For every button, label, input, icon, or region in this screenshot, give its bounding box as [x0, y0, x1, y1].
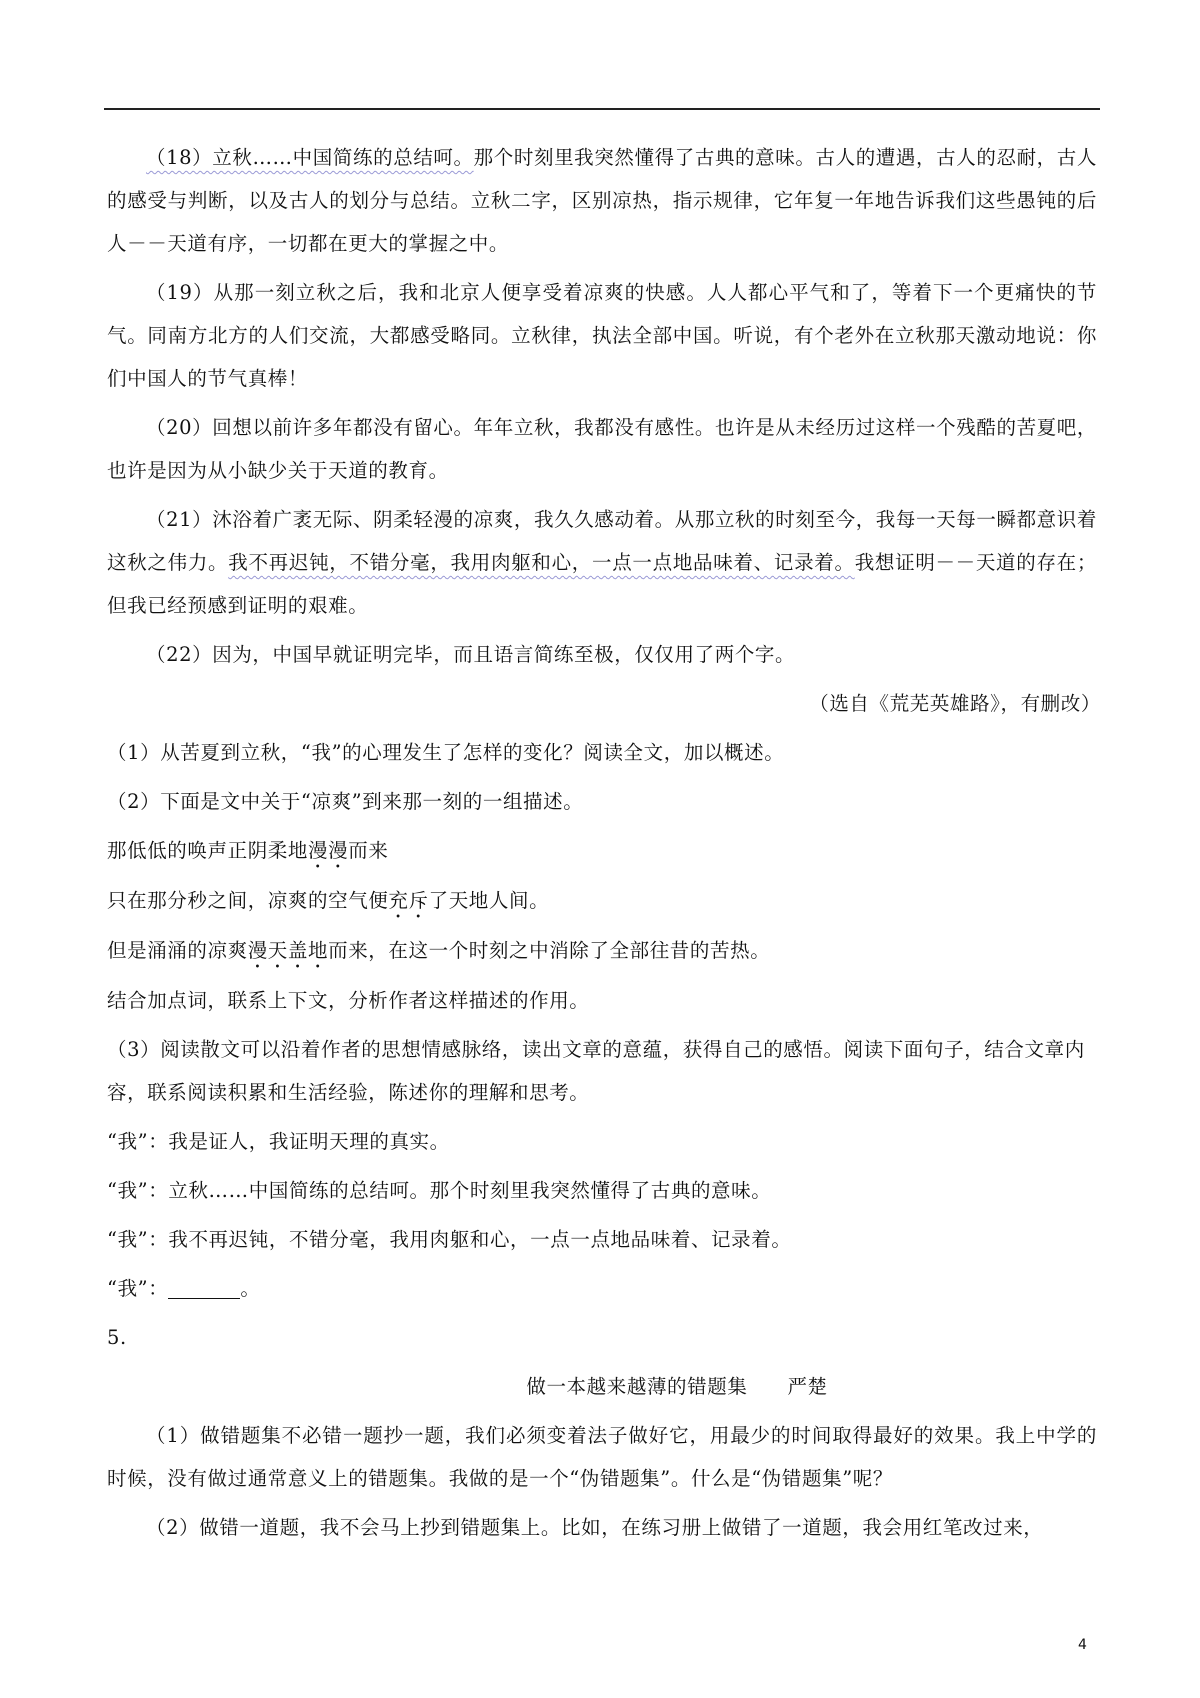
question-2: （2）下面是文中关于“凉爽”到来那一刻的一组描述。	[107, 790, 584, 813]
sentence-1-post: 而来	[348, 839, 389, 862]
paragraph-21-underlined: 我不再迟钝，不错分毫，我用肉躯和心，一点一点地品味着、记录着。	[228, 551, 855, 574]
section-5-paragraph-2: （2）做错一道题，我不会马上抄到错题集上。比如，在练习册上做错了一道题，我会用红笔改过来，	[146, 1516, 1044, 1539]
paragraph-19: （19）从那一刻立秋之后，我和北京人便享受着凉爽的快感。人人都心平气和了，等着下一个更痛快的节气。同南方北方的人们交流，大都感受略同。立秋律，执法全部中国。听说，有个老外在立秋那天激动地说：你们中国人的节气真棒！	[107, 281, 1097, 390]
question-1: （1）从苦夏到立秋，“我”的心理发生了怎样的变化？阅读全文，加以概述。	[107, 741, 785, 764]
question-2-sentence-3	[107, 929, 1097, 973]
header-rule	[104, 108, 1100, 110]
paragraph-18-underlined-lead: （18）立秋……中国简练的总结呵。	[146, 146, 474, 169]
question-3-line-1: “我”：我是证人，我证明天理的真实。	[107, 1130, 450, 1153]
paragraph-21-post: 我想证明－－天道的存在；但我已经预感到证明的艰难。	[107, 551, 1097, 617]
document-body	[107, 136, 1101, 1555]
question-2-sentence-2	[107, 879, 1097, 923]
sentence-3-pre: 但是涌涌的凉爽	[107, 939, 248, 962]
emphasized-word-3: 漫天盖地	[247, 939, 329, 962]
article-title: 做一本越来越薄的错题集	[526, 1375, 748, 1398]
paragraph-20: （20）回想以前许多年都没有留心。年年立秋，我都没有感性。也许是从未经历过这样一个残酷的苦夏吧，也许是因为从小缺少关于天道的教育。	[107, 416, 1097, 482]
question-3-line-3: “我”：我不再迟钝，不错分毫，我用肉躯和心，一点一点地品味着、记录着。	[107, 1228, 792, 1251]
paragraph-22: （22）因为，中国早就证明完毕，而且语言简练至极，仅仅用了两个字。	[146, 643, 796, 666]
question-2-sentence-1	[107, 829, 1097, 873]
emphasized-word-2: 充斥	[388, 889, 429, 912]
sentence-2-pre: 只在那分秒之间，凉爽的空气便	[107, 889, 389, 912]
section-5-paragraph-1: （1）做错题集不必错一题抄一题，我们必须变着法子做好它，用最少的时间取得最好的效果。我上中学的时候，没有做过通常意义上的错题集。我做的是一个“伪错题集”。什么是“伪错题集”呢？	[107, 1424, 1097, 1490]
article-author: 严楚	[787, 1375, 828, 1398]
question-2-task: 结合加点词，联系上下文，分析作者这样描述的作用。	[107, 989, 590, 1012]
section-5-number: 5.	[107, 1326, 127, 1349]
answer-blank[interactable]	[168, 1279, 240, 1300]
page-number: 4	[1078, 1637, 1087, 1653]
sentence-1-pre: 那低低的唤声正阴柔地	[107, 839, 309, 862]
question-3-line-4	[107, 1267, 1097, 1310]
sentence-2-post: 了天地人间。	[428, 889, 550, 912]
article-title-line	[107, 1365, 1097, 1408]
emphasized-word-1: 漫漫	[308, 839, 349, 862]
source-citation: （选自《荒芜英雄路》，有删改）	[809, 692, 1101, 715]
question-3: （3）阅读散文可以沿着作者的思想情感脉络，读出文章的意蕴，获得自己的感悟。阅读下面句子，结合文章内容，联系阅读积累和生活经验，陈述你的理解和思考。	[107, 1038, 1085, 1104]
sentence-3-post: 而来，在这一个时刻之中消除了全部往昔的苦热。	[328, 939, 771, 962]
paragraph-21	[107, 498, 1097, 627]
paragraph-18-text: 那个时刻里我突然懂得了古典的意味。古人的遭遇，古人的忍耐，古人的感受与判断，以及古人的划分与总结。立秋二字，区别凉热，指示规律，它年复一年地告诉我们这些愚钝的后人－－天道有序，一切都在更大的掌握之中。	[107, 146, 1097, 255]
line-4-prefix: “我”：	[107, 1277, 169, 1300]
paragraph-18	[107, 136, 1097, 265]
paragraph-21-pre: （21）沐浴着广袤无际、阴柔轻漫的凉爽，我久久感动着。从那立秋的时刻至今，我每一天每一瞬都意识着这秋之伟力。	[107, 508, 1097, 574]
question-3-line-2: “我”：立秋……中国简练的总结呵。那个时刻里我突然懂得了古典的意味。	[107, 1179, 772, 1202]
line-4-suffix: 。	[240, 1277, 261, 1300]
